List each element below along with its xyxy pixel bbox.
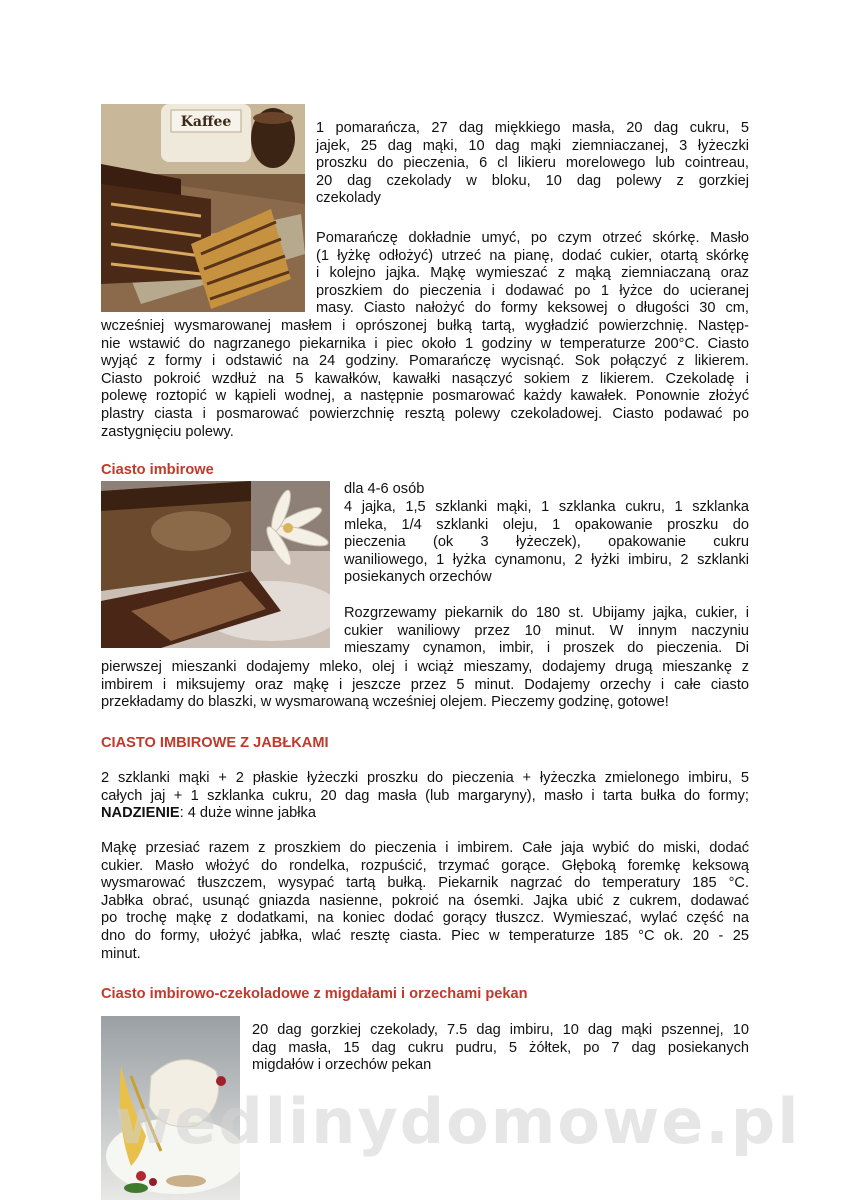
text-line: pierwszej mieszanki dodajemy mleko, olej i wciąż mieszamy, dodajemy drugą mieszankę z (101, 659, 749, 675)
recipe3-title: CIASTO IMBIROWE Z JABŁKAMI (101, 735, 329, 751)
text-line: Rozgrzewamy piekarnik do 180 st. Ubijamy jajka, cukier, i (344, 605, 749, 621)
text-line: posiekanych orzechów (344, 569, 492, 586)
text-line: imbirem i miksujemy oraz mąkę i jeszcze przez 5 minut. Dodajemy orzechy i całe ciasto (101, 676, 749, 693)
recipe2-servings: dla 4-6 osób (344, 481, 425, 497)
text-line: całych jaj + 1 szklanka cukru, 20 dag masła (lub margaryny), masło i tarta bułka do formy; (101, 787, 749, 804)
text-line: dag masła, 15 dag cukru pudru, 5 żółtek, po 7 dag posiekanych (252, 1039, 749, 1056)
text-line: wyjąć z formy i odstawić na 24 godziny. Pomarańczę wycisnąć. Sok połączyć z likierem. (101, 353, 749, 370)
text-line: (1 łyżkę odłożyć) utrzeć na pianę, dodać cukier, otartą skórkę (316, 247, 749, 264)
recipe2-ingredients (344, 499, 749, 587)
text-line: przekładamy do blaszki, w wysmarowaną wcześniej olejem. Pieczemy godzinę, gotowe! (101, 694, 669, 711)
text-line: Mąkę przesiać razem z proszkiem do pieczenia i imbirem. Całe jaja wybić do miski, dodać (101, 840, 749, 856)
text-line: wcześniej wysmarowanej masłem i oprószonej bułką tartą, wygładzić powierzchnię. Następ- (101, 318, 749, 334)
recipe3-ingredients (101, 770, 749, 823)
text-line: 1 pomarańcza, 27 dag miękkiego masła, 20 dag cukru, 5 (316, 120, 749, 136)
filling-label: NADZIENIE (101, 805, 180, 822)
text-line: po trochę mąkę z dodatkami, na koniec dodać gorący tłuszcz. Wymieszać, wylać część na (101, 910, 749, 927)
text-line: dno do formy, ułożyć jabłka, wlać resztę ciasta. Piec w temperaturze 185 °C ok. 20 - 25 (101, 927, 749, 944)
text-line: 20 dag gorzkiej czekolady, 7.5 dag imbiru, 10 dag mąki pszennej, 10 (252, 1022, 749, 1038)
filling-text: : 4 duże winne jabłka (179, 805, 316, 822)
text-line: wysmarować tłuszczem, wysypać tartą bułką. Piekarnik nagrzać do temperatury 185 °C. (101, 875, 749, 892)
text-line: Jabłka obrać, usunąć gniazda nasienne, pokroić na ósemki. Jajka ubić z cukrem, dodawać (101, 892, 749, 909)
kaffee-label: Kaffee (180, 114, 232, 130)
recipe4-title: Ciasto imbirowo-czekoladowe z migdałami i orzechami pekan (101, 986, 528, 1002)
chocolate-cake-image (101, 104, 305, 312)
recipe3-method (101, 840, 749, 963)
text-line: 2 szklanki mąki + 2 płaskie łyżeczki proszku do pieczenia + łyżeczka zmielonego imbiru, 5 (101, 770, 749, 786)
text-line: proszkiem do pieczenia i dodawać po 1 łyżce do ucieranej (316, 282, 749, 299)
text-line: plastry ciasta i posmarować powierzchnię resztą polewy czekoladowej. Ciasto podawać po (101, 405, 749, 422)
recipe2-method-narrow (344, 605, 749, 658)
text-line: masy. Ciasto nałożyć do formy keksowej o długości 30 cm, (316, 300, 749, 317)
ginger-cake-image (101, 481, 330, 648)
ginger-cake-photo (101, 481, 330, 648)
text-line: czekolady (316, 190, 381, 207)
recipe1-method-wide (101, 318, 749, 441)
watermark: wedlinydomowe.pl (115, 1085, 801, 1158)
text-line: Pomarańczę dokładnie umyć, po czym otrzeć skórkę. Masło (316, 230, 749, 246)
text-line: minut. (101, 945, 141, 962)
text-line: Ciasto pokroić wzdłuż na 5 kawałków, kawałki nasączyć sokiem z likierem. Czekoladę i (101, 370, 749, 387)
text-line: cukier waniliowy przez 10 minut. W innym naczyniu (344, 622, 749, 639)
text-line: mieszamy cynamon, imbir, i proszek do pieczenia. Di (344, 640, 749, 657)
text-line: migdałów i orzechów pekan (252, 1057, 432, 1074)
recipe1-ingredients (316, 120, 749, 208)
text-line: pieczenia (ok 3 łyżeczek), opakowanie cukru (344, 534, 749, 551)
text-line: zastygnięciu polewy. (101, 423, 234, 440)
text-line: polewę roztopić w kąpieli wodnej, a następnie posmarować każdy kawałek. Ponownie złożyć (101, 388, 749, 405)
recipe2-method-wide (101, 659, 749, 712)
text-line: 4 jajka, 1,5 szklanki mąki, 1 szklanka cukru, 1 szklanka (344, 499, 749, 515)
text-line: cukier. Masło włożyć do rondelka, rozpuścić, trzymać gorące. Głęboką foremkę keksową (101, 857, 749, 874)
recipe1-method-narrow (316, 230, 749, 318)
text-line: waniliowego, 1 łyżka cynamonu, 2 łyżki imbiru, 2 szklanki (344, 551, 749, 568)
text-line: mleka, 1/4 szklanki oleju, 1 opakowanie proszku do (344, 516, 749, 533)
text-line: nie wstawić do nagrzanego piekarnika i piec około 1 godziny w temperaturze 200°C. Ciasto (101, 335, 749, 352)
filling-line (101, 805, 749, 823)
chocolate-cake-photo (101, 104, 305, 312)
recipe4-ingredients (252, 1022, 749, 1075)
text-line: 20 dag czekolady w bloku, 10 dag polewy z gorzkiej (316, 172, 749, 189)
recipe2-title: Ciasto imbirowe (101, 462, 214, 478)
text-line: proszku do pieczenia, 6 cl likieru morelowego lub cointreau, (316, 155, 749, 172)
text-line: i kolejno jajka. Mąkę wymieszać z mąką ziemniaczaną oraz (316, 265, 749, 282)
text-line: jajek, 25 dag mąki, 10 dag mąki ziemniaczanej, 3 łyżeczki (316, 137, 749, 154)
